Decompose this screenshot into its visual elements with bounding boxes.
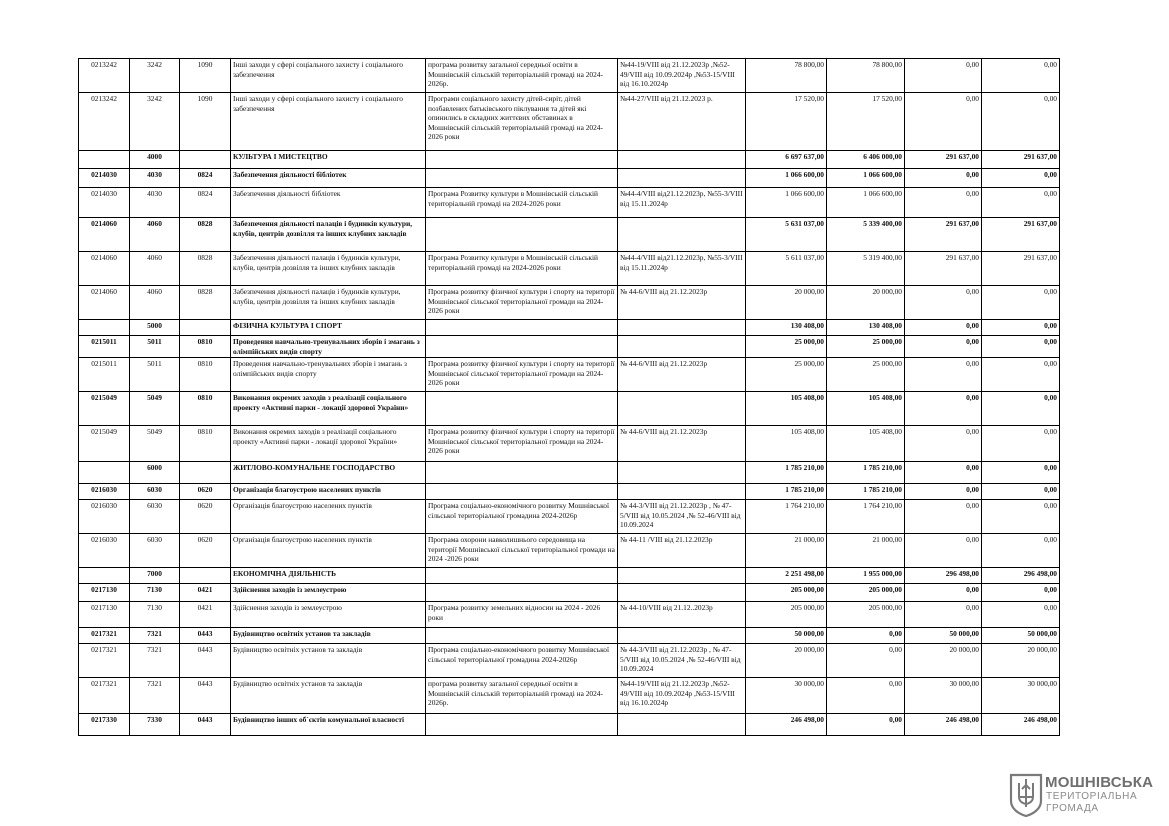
program-class-code-cell: 7130 bbox=[130, 584, 180, 602]
program-name-cell: Будівництво інших об`єктів комунальної власності bbox=[231, 714, 426, 736]
local-program-cell: Програма розвитку фізичної культури і спорту на території Мошнівської сільської територіальної громади на 2024-2026 роки bbox=[426, 358, 618, 392]
general-fund-cell: 25 000,00 bbox=[827, 336, 905, 358]
function-code-cell: 0824 bbox=[180, 169, 231, 188]
program-code-cell: 0215049 bbox=[79, 392, 130, 426]
function-code-cell: 0828 bbox=[180, 286, 231, 320]
special-fund-cell: 291 637,00 bbox=[905, 151, 982, 169]
development-budget-cell: 0,00 bbox=[982, 602, 1060, 628]
council-decision-cell bbox=[618, 218, 746, 252]
local-program-cell bbox=[426, 320, 618, 336]
general-fund-cell: 1 066 600,00 bbox=[827, 188, 905, 218]
function-code-cell: 0443 bbox=[180, 628, 231, 644]
total-amount-cell: 78 800,00 bbox=[746, 59, 827, 93]
table-row bbox=[79, 218, 1060, 252]
special-fund-cell: 0,00 bbox=[905, 188, 982, 218]
development-budget-cell: 291 637,00 bbox=[982, 151, 1060, 169]
table-row bbox=[79, 500, 1060, 534]
function-code-cell: 0620 bbox=[180, 534, 231, 568]
total-amount-cell: 30 000,00 bbox=[746, 678, 827, 714]
program-class-code-cell: 4060 bbox=[130, 286, 180, 320]
local-program-cell: Програма розвитку земельних відносин на 2024 - 2026 роки bbox=[426, 602, 618, 628]
program-class-code-cell: 5049 bbox=[130, 426, 180, 462]
program-name-cell: Забезпечення діяльності бібліотек bbox=[231, 169, 426, 188]
program-code-cell: 0217130 bbox=[79, 584, 130, 602]
local-program-cell bbox=[426, 169, 618, 188]
local-program-cell bbox=[426, 568, 618, 584]
program-code-cell: 0217130 bbox=[79, 602, 130, 628]
program-class-code-cell: 5011 bbox=[130, 358, 180, 392]
development-budget-cell: 0,00 bbox=[982, 286, 1060, 320]
general-fund-cell: 25 000,00 bbox=[827, 358, 905, 392]
special-fund-cell: 0,00 bbox=[905, 320, 982, 336]
table-row bbox=[79, 628, 1060, 644]
watermark-subtitle-2: ГРОМАДА bbox=[1046, 803, 1099, 814]
program-code-cell: 0214060 bbox=[79, 218, 130, 252]
development-budget-cell: 0,00 bbox=[982, 320, 1060, 336]
local-program-cell: Програма Розвитку культури в Мошнівській сільській територіальній громаді на 2024-2026 роки bbox=[426, 188, 618, 218]
local-program-cell bbox=[426, 462, 618, 484]
council-decision-cell: № 44-6/VIII від 21.12.2023р bbox=[618, 358, 746, 392]
special-fund-cell: 20 000,00 bbox=[905, 644, 982, 678]
development-budget-cell: 291 637,00 bbox=[982, 218, 1060, 252]
general-fund-cell: 5 339 400,00 bbox=[827, 218, 905, 252]
general-fund-cell: 0,00 bbox=[827, 714, 905, 736]
program-code-cell: 0214060 bbox=[79, 286, 130, 320]
general-fund-cell: 0,00 bbox=[827, 644, 905, 678]
program-name-cell: Здійснення заходів із землеустрою bbox=[231, 602, 426, 628]
council-decision-cell bbox=[618, 336, 746, 358]
table-row bbox=[79, 320, 1060, 336]
program-code-cell bbox=[79, 320, 130, 336]
council-decision-cell bbox=[618, 584, 746, 602]
local-program-cell bbox=[426, 484, 618, 500]
total-amount-cell: 5 611 037,00 bbox=[746, 252, 827, 286]
function-code-cell: 0828 bbox=[180, 252, 231, 286]
development-budget-cell: 0,00 bbox=[982, 584, 1060, 602]
program-class-code-cell: 6030 bbox=[130, 534, 180, 568]
program-name-cell: ФІЗИЧНА КУЛЬТУРА І СПОРТ bbox=[231, 320, 426, 336]
program-name-cell: Виконання окремих заходів з реалізації соціального проекту «Активні парки - локації здорової України» bbox=[231, 426, 426, 462]
watermark-title: МОШНІВСЬКА bbox=[1045, 774, 1154, 791]
table-row bbox=[79, 568, 1060, 584]
function-code-cell: 0824 bbox=[180, 188, 231, 218]
special-fund-cell: 0,00 bbox=[905, 336, 982, 358]
program-class-code-cell: 7130 bbox=[130, 602, 180, 628]
table-row bbox=[79, 584, 1060, 602]
table-row bbox=[79, 534, 1060, 568]
council-decision-cell bbox=[618, 462, 746, 484]
table-row bbox=[79, 93, 1060, 151]
program-name-cell: Забезпечення діяльності палаців i будинків культури, клубів, центрів дозвілля та iнших клубних закладів bbox=[231, 286, 426, 320]
total-amount-cell: 5 631 037,00 bbox=[746, 218, 827, 252]
council-decision-cell: №44-27/VIII від 21.12.2023 р. bbox=[618, 93, 746, 151]
council-decision-cell bbox=[618, 169, 746, 188]
program-code-cell: 0216030 bbox=[79, 500, 130, 534]
development-budget-cell: 0,00 bbox=[982, 93, 1060, 151]
local-program-cell: Програми соціального захисту дітей-сиріт, дітей позбавлених батьківського піклування та дітей які опинились в складних життєвих обставинах в Мошнівській сільській територіальній громаді на 2024-2026 роки bbox=[426, 93, 618, 151]
function-code-cell: 0620 bbox=[180, 484, 231, 500]
development-budget-cell: 20 000,00 bbox=[982, 644, 1060, 678]
program-code-cell: 0217321 bbox=[79, 678, 130, 714]
special-fund-cell: 0,00 bbox=[905, 500, 982, 534]
special-fund-cell: 0,00 bbox=[905, 584, 982, 602]
general-fund-cell: 78 800,00 bbox=[827, 59, 905, 93]
local-program-cell bbox=[426, 218, 618, 252]
total-amount-cell: 246 498,00 bbox=[746, 714, 827, 736]
program-name-cell: Організація благоустрою населених пунктів bbox=[231, 484, 426, 500]
development-budget-cell: 0,00 bbox=[982, 358, 1060, 392]
total-amount-cell: 105 408,00 bbox=[746, 392, 827, 426]
program-name-cell: Будівництво освітніх установ та закладів bbox=[231, 644, 426, 678]
special-fund-cell: 0,00 bbox=[905, 534, 982, 568]
function-code-cell: 0421 bbox=[180, 602, 231, 628]
development-budget-cell: 296 498,00 bbox=[982, 568, 1060, 584]
program-code-cell: 0217321 bbox=[79, 628, 130, 644]
special-fund-cell: 291 637,00 bbox=[905, 218, 982, 252]
function-code-cell: 0810 bbox=[180, 358, 231, 392]
function-code-cell bbox=[180, 151, 231, 169]
total-amount-cell: 2 251 498,00 bbox=[746, 568, 827, 584]
program-name-cell: Організація благоустрою населених пунктів bbox=[231, 534, 426, 568]
program-name-cell: Проведення навчально-тренувальних зборів і змагань з олімпійських видів спорту bbox=[231, 336, 426, 358]
program-class-code-cell: 3242 bbox=[130, 59, 180, 93]
special-fund-cell: 296 498,00 bbox=[905, 568, 982, 584]
table-row bbox=[79, 602, 1060, 628]
table-row bbox=[79, 714, 1060, 736]
program-code-cell: 0215049 bbox=[79, 426, 130, 462]
program-name-cell: Здійснення заходів із землеустрою bbox=[231, 584, 426, 602]
total-amount-cell: 1 785 210,00 bbox=[746, 462, 827, 484]
table-row bbox=[79, 462, 1060, 484]
program-class-code-cell: 7330 bbox=[130, 714, 180, 736]
total-amount-cell: 20 000,00 bbox=[746, 286, 827, 320]
council-decision-cell bbox=[618, 392, 746, 426]
total-amount-cell: 17 520,00 bbox=[746, 93, 827, 151]
total-amount-cell: 205 000,00 bbox=[746, 602, 827, 628]
function-code-cell: 0443 bbox=[180, 714, 231, 736]
development-budget-cell: 0,00 bbox=[982, 392, 1060, 426]
development-budget-cell: 246 498,00 bbox=[982, 714, 1060, 736]
function-code-cell: 1090 bbox=[180, 93, 231, 151]
local-program-cell bbox=[426, 336, 618, 358]
total-amount-cell: 1 785 210,00 bbox=[746, 484, 827, 500]
function-code-cell: 0443 bbox=[180, 644, 231, 678]
total-amount-cell: 130 408,00 bbox=[746, 320, 827, 336]
special-fund-cell: 246 498,00 bbox=[905, 714, 982, 736]
total-amount-cell: 50 000,00 bbox=[746, 628, 827, 644]
development-budget-cell: 0,00 bbox=[982, 59, 1060, 93]
function-code-cell: 1090 bbox=[180, 59, 231, 93]
development-budget-cell: 0,00 bbox=[982, 462, 1060, 484]
function-code-cell: 0810 bbox=[180, 392, 231, 426]
general-fund-cell: 205 000,00 bbox=[827, 602, 905, 628]
function-code-cell bbox=[180, 462, 231, 484]
table-row bbox=[79, 644, 1060, 678]
function-code-cell: 0620 bbox=[180, 500, 231, 534]
general-fund-cell: 1 955 000,00 bbox=[827, 568, 905, 584]
special-fund-cell: 0,00 bbox=[905, 93, 982, 151]
total-amount-cell: 1 066 600,00 bbox=[746, 188, 827, 218]
program-code-cell bbox=[79, 568, 130, 584]
table-row bbox=[79, 484, 1060, 500]
council-decision-cell: №44-4/VIII від21.12.2023р, №55-3/VIII від 15.11.2024р bbox=[618, 252, 746, 286]
program-name-cell: Проведення навчально-тренувальних зборів і змагань з олімпійських видів спорту bbox=[231, 358, 426, 392]
program-class-code-cell: 7321 bbox=[130, 644, 180, 678]
general-fund-cell: 105 408,00 bbox=[827, 392, 905, 426]
council-decision-cell: № 44-3/VIII від 21.12.2023р , № 47-5/VIII від 10.05.2024 ,№ 52-46/VIII від 10.09.2024 bbox=[618, 500, 746, 534]
special-fund-cell: 0,00 bbox=[905, 426, 982, 462]
council-decision-cell: №44-4/VIII від21.12.2023р, №55-3/VIII від 15.11.2024р bbox=[618, 188, 746, 218]
special-fund-cell: 50 000,00 bbox=[905, 628, 982, 644]
function-code-cell: 0443 bbox=[180, 678, 231, 714]
general-fund-cell: 1 785 210,00 bbox=[827, 462, 905, 484]
total-amount-cell: 21 000,00 bbox=[746, 534, 827, 568]
council-decision-cell: № 44-3/VIII від 21.12.2023р , № 47-5/VIII від 10.05.2024 ,№ 52-46/VIII від 10.09.2024 bbox=[618, 644, 746, 678]
development-budget-cell: 0,00 bbox=[982, 336, 1060, 358]
development-budget-cell: 0,00 bbox=[982, 169, 1060, 188]
program-class-code-cell: 7000 bbox=[130, 568, 180, 584]
local-program-cell: Програма розвитку фізичної культури і спорту на території Мошнівської сільської територіальної громади на 2024-2026 роки bbox=[426, 286, 618, 320]
program-class-code-cell: 4060 bbox=[130, 218, 180, 252]
total-amount-cell: 25 000,00 bbox=[746, 358, 827, 392]
development-budget-cell: 0,00 bbox=[982, 534, 1060, 568]
program-name-cell: Забезпечення діяльності палаців i будинків культури, клубів, центрів дозвілля та iнших клубних закладів bbox=[231, 252, 426, 286]
local-program-cell: Програма соціально-економічного розвитку Мошнівської сільської територіальної громадина 2024-2026р bbox=[426, 500, 618, 534]
program-code-cell: 0214060 bbox=[79, 252, 130, 286]
watermark-subtitle-1: ТЕРИТОРІАЛЬНА bbox=[1046, 791, 1138, 802]
program-code-cell bbox=[79, 462, 130, 484]
total-amount-cell: 25 000,00 bbox=[746, 336, 827, 358]
function-code-cell: 0810 bbox=[180, 336, 231, 358]
council-decision-cell: № 44-11 /VIII від 21.12.2023р bbox=[618, 534, 746, 568]
program-name-cell: Забезпечення діяльності бібліотек bbox=[231, 188, 426, 218]
program-code-cell: 0215011 bbox=[79, 358, 130, 392]
program-code-cell: 0216030 bbox=[79, 484, 130, 500]
council-decision-cell bbox=[618, 320, 746, 336]
function-code-cell: 0828 bbox=[180, 218, 231, 252]
development-budget-cell: 30 000,00 bbox=[982, 678, 1060, 714]
community-watermark-logo bbox=[1009, 773, 1159, 817]
development-budget-cell: 0,00 bbox=[982, 426, 1060, 462]
program-code-cell: 0214030 bbox=[79, 169, 130, 188]
council-decision-cell bbox=[618, 484, 746, 500]
general-fund-cell: 17 520,00 bbox=[827, 93, 905, 151]
table-row bbox=[79, 188, 1060, 218]
total-amount-cell: 205 000,00 bbox=[746, 584, 827, 602]
program-class-code-cell: 3242 bbox=[130, 93, 180, 151]
function-code-cell bbox=[180, 568, 231, 584]
local-program-cell: програма розвитку загальної середньої освіти в Мошнівській сільській територіальній громаді на 2024-2026р. bbox=[426, 59, 618, 93]
special-fund-cell: 0,00 bbox=[905, 286, 982, 320]
special-fund-cell: 0,00 bbox=[905, 392, 982, 426]
local-program-cell bbox=[426, 392, 618, 426]
program-name-cell: Виконання окремих заходів з реалізації соціального проекту «Активні парки - локації здорової України» bbox=[231, 392, 426, 426]
local-program-cell: Програма охорони навколишнього середовища на території Мошнівської сільської територіальної громади на 2024 -2026 роки bbox=[426, 534, 618, 568]
program-code-cell: 0217321 bbox=[79, 644, 130, 678]
local-program-cell: Програма Розвитку культури в Мошнівській сільській територіальній громаді на 2024-2026 роки bbox=[426, 252, 618, 286]
program-class-code-cell: 6000 bbox=[130, 462, 180, 484]
development-budget-cell: 50 000,00 bbox=[982, 628, 1060, 644]
general-fund-cell: 0,00 bbox=[827, 678, 905, 714]
council-decision-cell: № 44-6/VIII від 21.12.2023р bbox=[618, 286, 746, 320]
program-name-cell: Будівництво освітніх установ та закладів bbox=[231, 628, 426, 644]
total-amount-cell: 6 697 637,00 bbox=[746, 151, 827, 169]
trident-coat-of-arms-icon bbox=[1009, 773, 1043, 817]
function-code-cell: 0421 bbox=[180, 584, 231, 602]
program-code-cell: 0213242 bbox=[79, 93, 130, 151]
program-class-code-cell: 4060 bbox=[130, 252, 180, 286]
program-code-cell bbox=[79, 151, 130, 169]
program-name-cell: Інші заходи у сфері соціального захисту і соціального забезпечення bbox=[231, 93, 426, 151]
program-name-cell: КУЛЬТУРА І МИСТЕЦТВО bbox=[231, 151, 426, 169]
council-decision-cell: №44-19/VIII від 21.12.2023р ,№52-49/VIII від 10.09.2024р ,№53-15/VIII від 16.10.2024р bbox=[618, 59, 746, 93]
council-decision-cell: № 44-10/VIII від 21.12..2023р bbox=[618, 602, 746, 628]
local-program-cell bbox=[426, 151, 618, 169]
local-program-cell: Програма розвитку фізичної культури і спорту на території Мошнівської сільської територіальної громади на 2024-2026 роки bbox=[426, 426, 618, 462]
budget-programs-table bbox=[78, 58, 1060, 736]
local-program-cell bbox=[426, 584, 618, 602]
program-name-cell: ЖИТЛОВО-КОМУНАЛЬНЕ ГОСПОДАРСТВО bbox=[231, 462, 426, 484]
local-program-cell bbox=[426, 628, 618, 644]
council-decision-cell bbox=[618, 151, 746, 169]
budget-table-page bbox=[78, 58, 1059, 736]
program-class-code-cell: 5049 bbox=[130, 392, 180, 426]
general-fund-cell: 20 000,00 bbox=[827, 286, 905, 320]
table-row bbox=[79, 358, 1060, 392]
special-fund-cell: 0,00 bbox=[905, 462, 982, 484]
table-row bbox=[79, 392, 1060, 426]
special-fund-cell: 0,00 bbox=[905, 602, 982, 628]
council-decision-cell: №44-19/VIII від 21.12.2023р ,№52-49/VIII від 10.09.2024р ,№53-15/VIII від 16.10.2024р bbox=[618, 678, 746, 714]
development-budget-cell: 0,00 bbox=[982, 500, 1060, 534]
table-row bbox=[79, 169, 1060, 188]
program-class-code-cell: 6030 bbox=[130, 500, 180, 534]
program-class-code-cell: 7321 bbox=[130, 678, 180, 714]
total-amount-cell: 1 066 600,00 bbox=[746, 169, 827, 188]
development-budget-cell: 291 637,00 bbox=[982, 252, 1060, 286]
program-class-code-cell: 4030 bbox=[130, 188, 180, 218]
council-decision-cell bbox=[618, 568, 746, 584]
general-fund-cell: 1 066 600,00 bbox=[827, 169, 905, 188]
general-fund-cell: 1 764 210,00 bbox=[827, 500, 905, 534]
local-program-cell: Програма соціально-економічного розвитку Мошнівської сільської територіальної громадина 2024-2026р bbox=[426, 644, 618, 678]
table-row bbox=[79, 678, 1060, 714]
program-name-cell: Забезпечення діяльності палаців i будинків культури, клубів, центрів дозвілля та iнших клубних закладів bbox=[231, 218, 426, 252]
general-fund-cell: 0,00 bbox=[827, 628, 905, 644]
program-code-cell: 0216030 bbox=[79, 534, 130, 568]
program-name-cell: Будівництво освітніх установ та закладів bbox=[231, 678, 426, 714]
program-class-code-cell: 7321 bbox=[130, 628, 180, 644]
total-amount-cell: 1 764 210,00 bbox=[746, 500, 827, 534]
special-fund-cell: 30 000,00 bbox=[905, 678, 982, 714]
special-fund-cell: 0,00 bbox=[905, 358, 982, 392]
council-decision-cell: № 44-6/VIII від 21.12.2023р bbox=[618, 426, 746, 462]
program-name-cell: Організація благоустрою населених пунктів bbox=[231, 500, 426, 534]
general-fund-cell: 1 785 210,00 bbox=[827, 484, 905, 500]
council-decision-cell bbox=[618, 714, 746, 736]
program-name-cell: Інші заходи у сфері соціального захисту і соціального забезпечення bbox=[231, 59, 426, 93]
table-row bbox=[79, 252, 1060, 286]
special-fund-cell: 0,00 bbox=[905, 169, 982, 188]
general-fund-cell: 5 319 400,00 bbox=[827, 252, 905, 286]
function-code-cell bbox=[180, 320, 231, 336]
program-code-cell: 0213242 bbox=[79, 59, 130, 93]
total-amount-cell: 20 000,00 bbox=[746, 644, 827, 678]
program-class-code-cell: 4030 bbox=[130, 169, 180, 188]
program-code-cell: 0215011 bbox=[79, 336, 130, 358]
table-row bbox=[79, 426, 1060, 462]
program-class-code-cell: 5000 bbox=[130, 320, 180, 336]
general-fund-cell: 130 408,00 bbox=[827, 320, 905, 336]
general-fund-cell: 6 406 000,00 bbox=[827, 151, 905, 169]
program-class-code-cell: 6030 bbox=[130, 484, 180, 500]
local-program-cell bbox=[426, 714, 618, 736]
program-code-cell: 0217330 bbox=[79, 714, 130, 736]
total-amount-cell: 105 408,00 bbox=[746, 426, 827, 462]
development-budget-cell: 0,00 bbox=[982, 484, 1060, 500]
table-row bbox=[79, 286, 1060, 320]
development-budget-cell: 0,00 bbox=[982, 188, 1060, 218]
special-fund-cell: 0,00 bbox=[905, 59, 982, 93]
program-class-code-cell: 5011 bbox=[130, 336, 180, 358]
special-fund-cell: 0,00 bbox=[905, 484, 982, 500]
special-fund-cell: 291 637,00 bbox=[905, 252, 982, 286]
program-class-code-cell: 4000 bbox=[130, 151, 180, 169]
council-decision-cell bbox=[618, 628, 746, 644]
function-code-cell: 0810 bbox=[180, 426, 231, 462]
table-row bbox=[79, 336, 1060, 358]
general-fund-cell: 105 408,00 bbox=[827, 426, 905, 462]
program-name-cell: ЕКОНОМІЧНА ДІЯЛЬНІСТЬ bbox=[231, 568, 426, 584]
program-code-cell: 0214030 bbox=[79, 188, 130, 218]
general-fund-cell: 21 000,00 bbox=[827, 534, 905, 568]
local-program-cell: програма розвитку загальної середньої освіти в Мошнівській сільській територіальній громаді на 2024-2026р. bbox=[426, 678, 618, 714]
table-row bbox=[79, 59, 1060, 93]
table-row bbox=[79, 151, 1060, 169]
general-fund-cell: 205 000,00 bbox=[827, 584, 905, 602]
